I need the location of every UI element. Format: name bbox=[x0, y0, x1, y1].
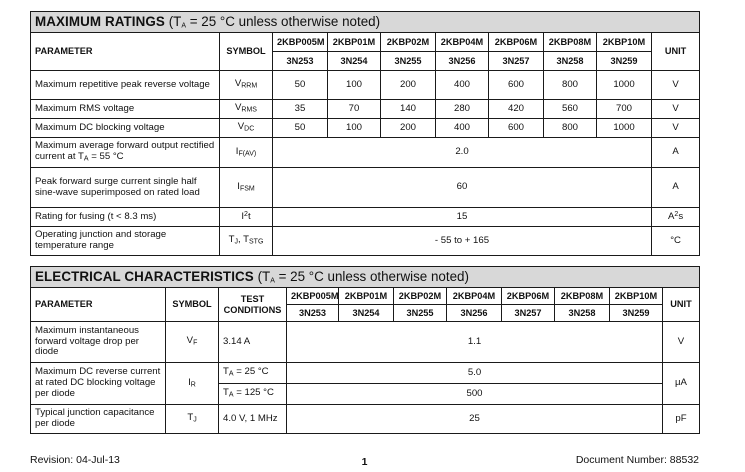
electrical-characteristics-title bbox=[31, 267, 700, 288]
param-cell: Peak forward surge current single half sine-wave superimposed on rated load bbox=[31, 168, 220, 208]
value-cell: 1000 bbox=[597, 71, 652, 100]
header-alt-part: 3N257 bbox=[502, 305, 555, 322]
value-cell: 600 bbox=[489, 119, 544, 138]
test-condition-cell: 4.0 V, 1 MHz bbox=[219, 405, 287, 434]
table-row bbox=[31, 227, 700, 256]
param-cell: Maximum RMS voltage bbox=[31, 100, 220, 119]
value-cell: 60 bbox=[273, 168, 652, 208]
header-symbol: SYMBOL bbox=[166, 288, 219, 322]
header-alt-part: 3N254 bbox=[328, 52, 381, 71]
header-part: 2KBP02M bbox=[381, 33, 436, 52]
unit-cell: V bbox=[652, 119, 700, 138]
value-cell: 1.1 bbox=[287, 322, 663, 363]
symbol-cell: $V_{DC}$ bbox=[220, 119, 273, 138]
symbol-cell: $V_{RRM}$ bbox=[220, 71, 273, 100]
header-alt-part: 3N255 bbox=[381, 52, 436, 71]
revision-label: Revision: 04-Jul-13 bbox=[30, 454, 120, 466]
test-condition-cell: $T_A = 25$ °C bbox=[219, 363, 287, 384]
value-cell: - 55 to + 165 bbox=[273, 227, 652, 256]
unit-cell: μA bbox=[663, 363, 700, 405]
value-cell: 140 bbox=[381, 100, 436, 119]
param-cell: Maximum average forward output rectified current at $T_A = 55$ °C bbox=[31, 138, 220, 168]
table-row bbox=[31, 168, 700, 208]
value-cell: 800 bbox=[544, 119, 597, 138]
param-cell: Typical junction capacitance per diode bbox=[31, 405, 166, 434]
unit-cell: A bbox=[652, 168, 700, 208]
value-cell: 280 bbox=[436, 100, 489, 119]
header-alt-part: 3N255 bbox=[394, 305, 447, 322]
table-row bbox=[31, 208, 700, 227]
header-alt-part: 3N253 bbox=[287, 305, 339, 322]
value-cell: 100 bbox=[328, 119, 381, 138]
header-part: 2KBP06M bbox=[489, 33, 544, 52]
value-cell: 560 bbox=[544, 100, 597, 119]
value-cell: 70 bbox=[328, 100, 381, 119]
value-cell: 100 bbox=[328, 71, 381, 100]
header-alt-part: 3N256 bbox=[436, 52, 489, 71]
value-cell: 800 bbox=[544, 71, 597, 100]
value-cell: 1000 bbox=[597, 119, 652, 138]
unit-cell: °C bbox=[652, 227, 700, 256]
symbol-cell: $I_R$ bbox=[166, 363, 219, 405]
value-cell: 25 bbox=[287, 405, 663, 434]
header-parameter: PARAMETER bbox=[31, 288, 166, 322]
symbol-cell: $T_J$, $T_{STG}$ bbox=[220, 227, 273, 256]
test-condition-cell: $T_A = 125$ °C bbox=[219, 384, 287, 405]
param-cell: Maximum instantaneous forward voltage drop per diode bbox=[31, 322, 166, 363]
header-part: 2KBP005M bbox=[287, 288, 339, 305]
table-row bbox=[31, 119, 700, 138]
symbol-cell: $I_{F(AV)}$ bbox=[220, 138, 273, 168]
header-alt-part: 3N253 bbox=[273, 52, 328, 71]
unit-cell: $A^2s$ bbox=[652, 208, 700, 227]
maximum-ratings-heading: MAXIMUM RATINGS bbox=[35, 13, 165, 29]
page-footer bbox=[30, 454, 699, 468]
header-alt-part: 3N256 bbox=[447, 305, 502, 322]
table-row bbox=[31, 71, 700, 100]
unit-cell: V bbox=[652, 71, 700, 100]
value-cell: 200 bbox=[381, 119, 436, 138]
header-part: 2KBP06M bbox=[502, 288, 555, 305]
param-cell: Operating junction and storage temperature range bbox=[31, 227, 220, 256]
header-alt-part: 3N258 bbox=[544, 52, 597, 71]
param-cell: Rating for fusing (t < 8.3 ms) bbox=[31, 208, 220, 227]
symbol-cell: $T_J$ bbox=[166, 405, 219, 434]
value-cell: 400 bbox=[436, 71, 489, 100]
header-alt-part: 3N259 bbox=[597, 52, 652, 71]
header-part: 2KBP01M bbox=[328, 33, 381, 52]
maximum-ratings-title bbox=[31, 12, 700, 33]
table-row bbox=[31, 405, 700, 434]
value-cell: 50 bbox=[273, 119, 328, 138]
electrical-characteristics-conditions: ($T_A = 25$ °C unless otherwise noted) bbox=[257, 268, 469, 285]
header-symbol: SYMBOL bbox=[220, 33, 273, 71]
value-cell: 200 bbox=[381, 71, 436, 100]
header-part: 2KBP10M bbox=[610, 288, 663, 305]
value-cell: 420 bbox=[489, 100, 544, 119]
header-part: 2KBP10M bbox=[597, 33, 652, 52]
value-cell: 15 bbox=[273, 208, 652, 227]
document-number: Document Number: 88532 bbox=[575, 454, 699, 466]
electrical-characteristics-table bbox=[30, 266, 700, 434]
unit-cell: V bbox=[663, 322, 700, 363]
param-cell: Maximum DC blocking voltage bbox=[31, 119, 220, 138]
header-part: 2KBP02M bbox=[394, 288, 447, 305]
value-cell: 600 bbox=[489, 71, 544, 100]
symbol-cell: $I_{FSM}$ bbox=[220, 168, 273, 208]
value-cell: 400 bbox=[436, 119, 489, 138]
unit-cell: V bbox=[652, 100, 700, 119]
maximum-ratings-table bbox=[30, 11, 700, 256]
header-part: 2KBP005M bbox=[273, 33, 328, 52]
header-unit: UNIT bbox=[652, 33, 700, 71]
unit-cell: pF bbox=[663, 405, 700, 434]
page-number: 1 bbox=[361, 456, 368, 468]
symbol-cell: $V_F$ bbox=[166, 322, 219, 363]
header-part: 2KBP08M bbox=[544, 33, 597, 52]
header-alt-part: 3N257 bbox=[489, 52, 544, 71]
param-cell: Maximum DC reverse current at rated DC blocking voltage per diode bbox=[31, 363, 166, 405]
header-unit: UNIT bbox=[663, 288, 700, 322]
value-cell: 50 bbox=[273, 71, 328, 100]
test-condition-cell: 3.14 A bbox=[219, 322, 287, 363]
header-part: 2KBP01M bbox=[339, 288, 394, 305]
value-cell: 2.0 bbox=[273, 138, 652, 168]
table-row bbox=[31, 138, 700, 168]
maximum-ratings-conditions: ($T_A = 25$ °C unless otherwise noted) bbox=[168, 13, 381, 30]
electrical-characteristics-heading: ELECTRICAL CHARACTERISTICS bbox=[35, 268, 254, 284]
table-row bbox=[31, 363, 700, 384]
header-parameter: PARAMETER bbox=[31, 33, 220, 71]
table-row bbox=[31, 100, 700, 119]
param-cell: Maximum repetitive peak reverse voltage bbox=[31, 71, 220, 100]
value-cell: 500 bbox=[287, 384, 663, 405]
value-cell: 35 bbox=[273, 100, 328, 119]
header-alt-part: 3N258 bbox=[555, 305, 610, 322]
value-cell: 700 bbox=[597, 100, 652, 119]
value-cell: 5.0 bbox=[287, 363, 663, 384]
header-alt-part: 3N254 bbox=[339, 305, 394, 322]
header-part: 2KBP04M bbox=[447, 288, 502, 305]
header-alt-part: 3N259 bbox=[610, 305, 663, 322]
table-row bbox=[31, 322, 700, 363]
symbol-cell: $V_{RMS}$ bbox=[220, 100, 273, 119]
header-part: 2KBP04M bbox=[436, 33, 489, 52]
header-test-conditions: TEST CONDITIONS bbox=[219, 288, 287, 322]
unit-cell: A bbox=[652, 138, 700, 168]
symbol-cell: $I^2t$ bbox=[220, 208, 273, 227]
header-part: 2KBP08M bbox=[555, 288, 610, 305]
